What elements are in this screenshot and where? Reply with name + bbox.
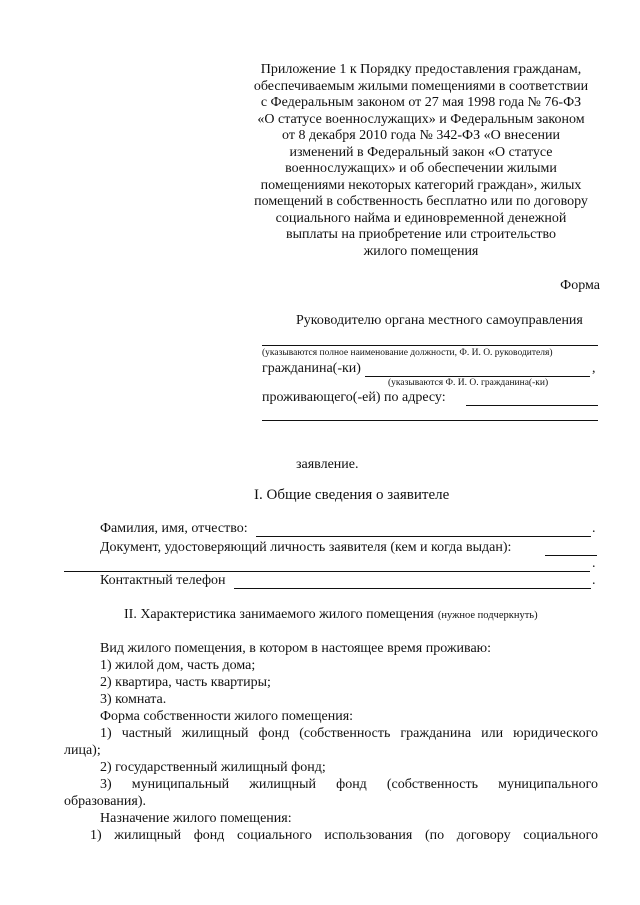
housing-type-option-2[interactable]: 2) квартира, часть квартиры; [100, 675, 271, 690]
section-2-heading [124, 605, 538, 623]
id-doc-label: Документ, удостоверяющий личность заявителя (кем и когда выдан): [100, 540, 512, 555]
address-line-2[interactable] [262, 420, 598, 421]
annex-line: «О статусе военнослужащих» и Федеральным законом [257, 111, 585, 127]
document-title: заявление. [296, 457, 359, 472]
id-doc-period: . [592, 556, 596, 571]
addressee-to-line[interactable] [262, 345, 598, 346]
ownership-heading: Форма собственности жилого помещения: [100, 709, 354, 724]
addressee-to: Руководителю органа местного самоуправления [296, 313, 583, 328]
annex-line: изменений в Федеральный закон «О статусе [289, 144, 553, 160]
ownership-option-3-cont[interactable]: образования). [64, 794, 147, 809]
annex-line: Приложение 1 к Порядку предоставления гражданам, [260, 62, 582, 77]
addressee-to-hint: (указываются полное наименование должности, Ф. И. О. руководителя) [262, 348, 553, 358]
citizen-hint: (указываются Ф. И. О. гражданина(-ки) [388, 378, 549, 388]
ownership-option-1-cont[interactable]: лица); [64, 743, 101, 758]
annex-line: социального найма и единовременной денежной [275, 210, 567, 226]
annex-line: с Федеральным законом от 27 мая 1998 года № 76-ФЗ [260, 95, 582, 110]
annex-header [236, 62, 606, 260]
annex-line: жилого помещения [363, 243, 479, 259]
annex-line: военнослужащих» и об обеспечении жилыми [285, 161, 557, 176]
annex-line: помещениями некоторых категорий граждан», жилых [260, 177, 582, 193]
phone-line[interactable] [234, 588, 591, 589]
id-doc-line-2[interactable] [64, 571, 590, 572]
annex-line: обеспечиваемым жилыми помещениями в соответствии [253, 78, 589, 94]
housing-type-heading: Вид жилого помещения, в котором в настоящее время проживаю: [100, 641, 492, 656]
section-2-note: (нужное подчеркнуть) [437, 610, 538, 621]
annex-line: помещений в собственность бесплатно или по договору [254, 194, 588, 209]
purpose-heading: Назначение жилого помещения: [100, 811, 292, 826]
annex-line: от 8 декабря 2010 года № 342-ФЗ «О внесении [282, 128, 560, 143]
citizen-label: гражданина(-ки) [262, 361, 361, 376]
purpose-option-1[interactable]: 1) жилищный фонд социального использования (по договору социального [90, 828, 598, 843]
housing-type-option-1[interactable]: 1) жилой дом, часть дома; [100, 658, 256, 673]
ownership-option-3[interactable]: 3) муниципальный жилищный фонд (собственность муниципального [100, 777, 598, 792]
annex-line: выплаты на приобретение или строительство [286, 227, 556, 242]
address-line-1[interactable] [466, 405, 598, 406]
fio-label: Фамилия, имя, отчество: [100, 521, 248, 536]
housing-type-option-3[interactable]: 3) комната. [100, 692, 167, 707]
phone-period: . [592, 573, 596, 588]
citizen-comma: , [592, 361, 596, 376]
section-1-title: I. Общие сведения о заявителе [254, 487, 450, 503]
residing-label: проживающего(-ей) по адресу: [262, 390, 446, 405]
fio-period: . [592, 521, 596, 536]
section-2-title: II. Характеристика занимаемого жилого помещения [124, 607, 434, 622]
id-doc-line-1[interactable] [545, 555, 597, 556]
ownership-option-1[interactable]: 1) частный жилищный фонд (собственность гражданина или юридического [100, 726, 598, 741]
fio-line[interactable] [256, 536, 591, 537]
ownership-option-2[interactable]: 2) государственный жилищный фонд; [100, 760, 326, 775]
citizen-name-line[interactable] [365, 376, 590, 377]
form-label: Форма [560, 278, 600, 293]
phone-label: Контактный телефон [100, 573, 226, 588]
